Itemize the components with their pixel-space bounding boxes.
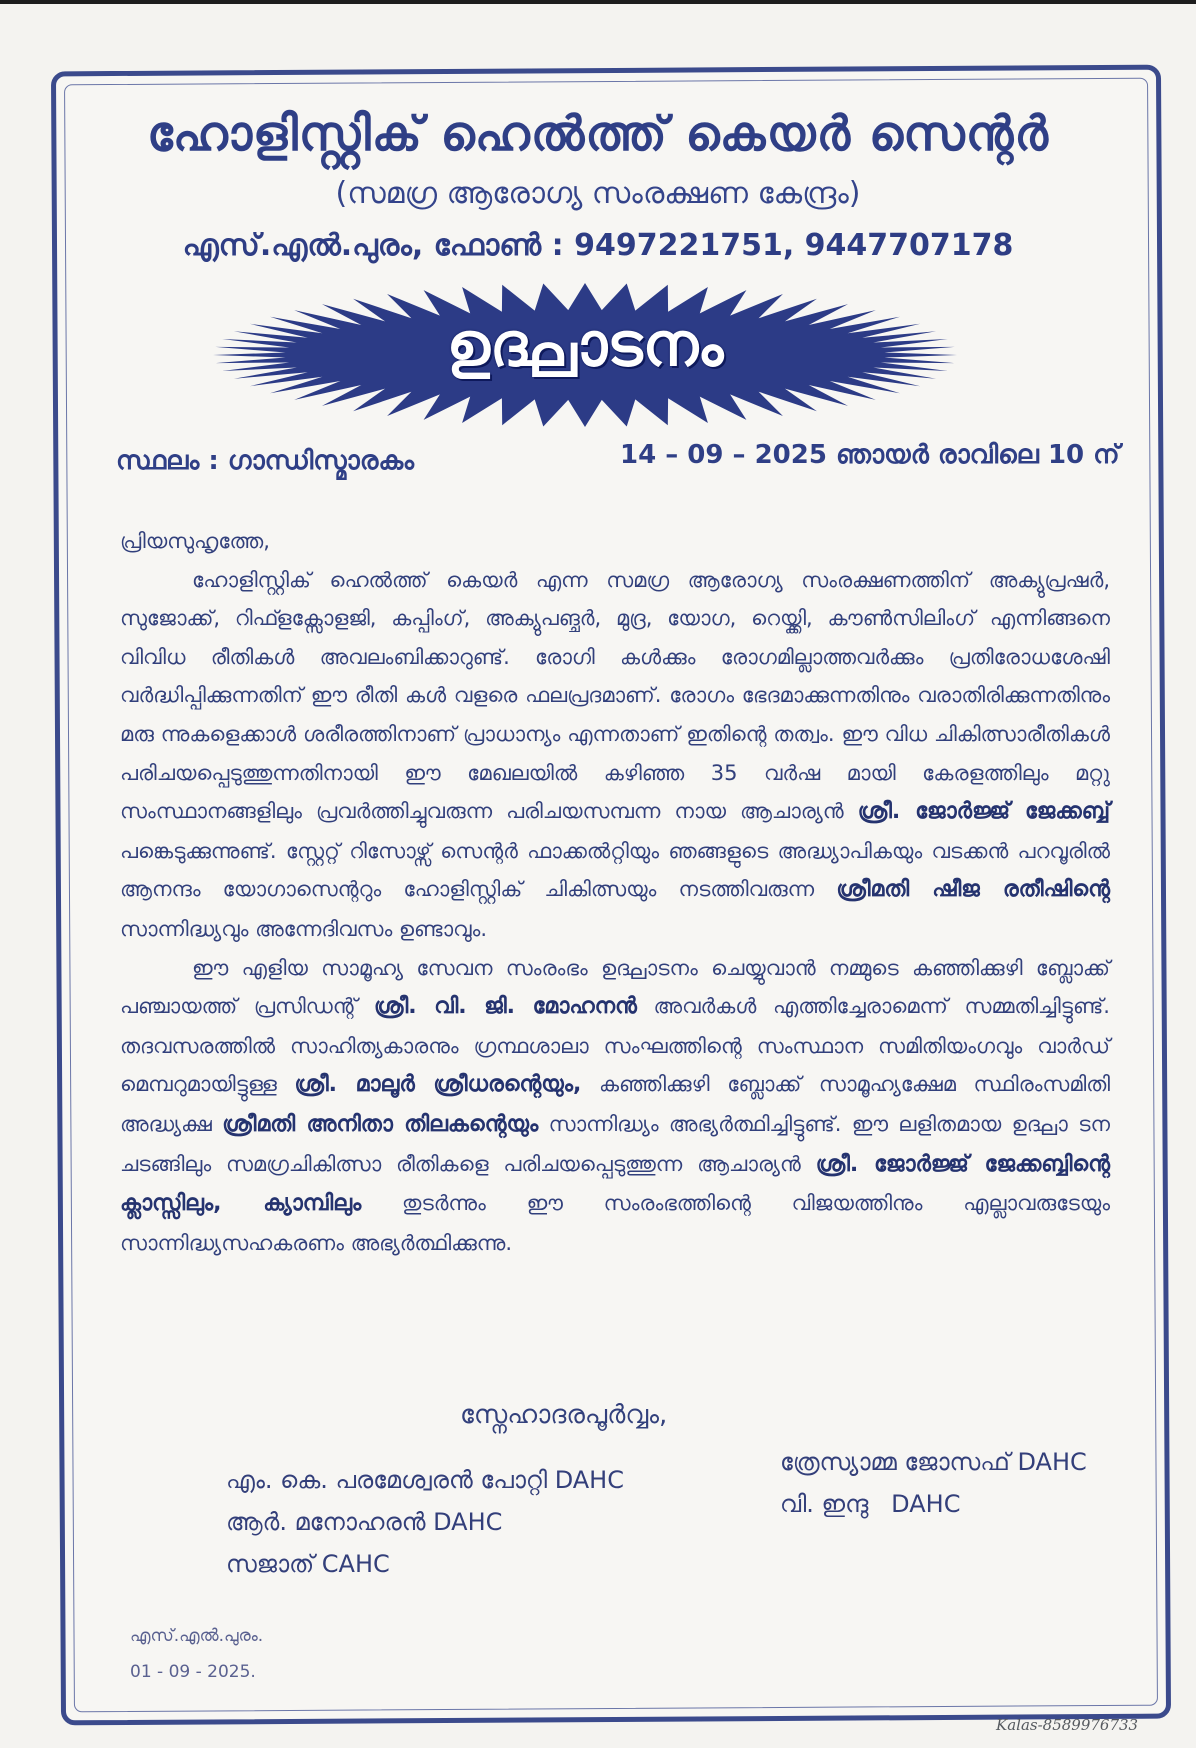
paragraph-1: [120, 561, 1110, 949]
letter-body: [120, 522, 1110, 1262]
signatory-left-3: സജാത് CAHC: [226, 1550, 390, 1578]
event-venue: സ്ഥലം : ഗാന്ധിസ്മാരകം: [116, 446, 415, 476]
footer-date: 01 - 09 - 2025.: [130, 1662, 256, 1682]
letter-closing: സ്നേഹാദരപൂർവ്വം,: [460, 1400, 668, 1430]
signatory-left-2: ആർ. മനോഹരൻ DAHC: [226, 1508, 503, 1536]
signatory-left-1: എം. കെ. പരമേശ്വരൻ പോറ്റി DAHC: [226, 1466, 624, 1494]
printer-credit: Kalas-8589976733: [996, 1716, 1139, 1734]
p2-highlight-anitha: ശ്രീമതി അനിതാ തിലകന്റെയും: [222, 1111, 539, 1137]
org-title: ഹോളിസ്റ്റിക് ഹെൽത്ത് കെയർ സെന്റർ: [147, 106, 1049, 162]
org-subtitle: (സമഗ്ര ആരോഗ്യ സംരക്ഷണ കേന്ദ്രം): [335, 176, 861, 211]
p1-text-a: ഹോളിസ്റ്റിക് ഹെൽത്ത് കെയർ എന്ന സമഗ്ര ആരോഗ്യ സംരക്ഷണത്തിന് അക്യുപ്രഷർ, സുജോക്ക്, റിഫ്ളക്സോളജി, കപ്പിംഗ്, അക്യുപങ്ചർ, മുദ്ര, യോഗ, റെയ്ക്കി, കൗൺസിലിംഗ് എന്നിങ്ങനെ വിവിധ രീതികൾ അവലംബിക്കാറുണ്ട്. രോഗി കൾക്കും രോഗമില്ലാത്തവർക്കും പ്രതിരോധശേഷി വർദ്ധിപ്പിക്കുന്നതിന് ഈ രീതി കൾ വളരെ ഫലപ്രദമാണ്. രോഗം ഭേദമാക്കുന്നതിനും വരാതിരിക്കുന്നതിനും മരു ന്നുകളെക്കാൾ ശരീരത്തിനാണ് പ്രാധാന്യം എന്നതാണ് ഇതിന്റെ തത്വം. ഈ വിധ ചികിത്സാരീതികൾ പരിചയപ്പെടുത്തുന്നതിനായി ഈ മേഖലയിൽ കഴിഞ്ഞ 35 വർഷ മായി കേരളത്തിലും മറ്റു സംസ്ഥാനങ്ങളിലും പ്രവർത്തിച്ചുവരുന്ന പരിചയസമ്പന്ന നായ ആചാര്യൻ: [120, 567, 1110, 824]
p1-text-c: സാന്നിദ്ധ്യവും അന്നേദിവസം ഉണ്ടാവും.: [120, 916, 488, 941]
p1-text-b: പങ്കെടുക്കുന്നുണ്ട്. സ്റ്റേറ്റ് റിസോഴ്സ് സെന്റർ ഫാക്കൽറ്റിയും ഞങ്ങളുടെ അദ്ധ്യാപികയും വടക്കൻ പറവൂരിൽ ആനന്ദം യോഗാസെന്ററും ഹോളിസ്റ്റിക് ചികിത്സയും നടത്തിവരുന്ന: [120, 838, 1110, 902]
scan-top-edge: [0, 0, 1196, 4]
signatory-right-2: വി. ഇന്ദു DAHC: [780, 1490, 961, 1518]
salutation: പ്രിയസുഹൃത്തേ,: [120, 529, 270, 553]
footer-place: എസ്.എൽ.പുരം.: [130, 1626, 264, 1646]
p1-highlight-george-jacob: ശ്രീ. ജോർജ്ജ് ജേക്കബ്ബ്: [857, 799, 1110, 825]
org-address-phone: എസ്.എൽ.പുരം, ഫോൺ : 9497221751, 9447707178: [182, 228, 1014, 263]
p2-highlight-maloor: ശ്രീ. മാലൂർ ശ്രീധരന്റെയും,: [294, 1072, 582, 1098]
paragraph-2: [120, 949, 1110, 1263]
p2-text-e: തുടർന്നും ഈ സംരംഭത്തിന്റെ വിജയത്തിനും എല്ലാവരുടേയും സാന്നിദ്ധ്യസഹകരണം അഭ്യർത്ഥിക്കുന്നു.: [120, 1191, 1111, 1255]
p2-text-c: കഞ്ഞിക്കുഴി ബ്ലോക്ക് സാമൂഹ്യക്ഷേമ സ്ഥിരംസമിതി അദ്ധ്യക്ഷ: [120, 1072, 1111, 1136]
p2-highlight-class-camp: ശ്രീ. ജോർജ്ജ് ജേക്കബ്ബിന്റെ ക്ലാസ്സിലും, ക്യാമ്പിലും: [120, 1151, 1110, 1217]
event-datetime: 14 – 09 – 2025 ഞായർ രാവിലെ 10 ന്: [620, 440, 1120, 470]
p2-text-d: സാന്നിദ്ധ്യം അഭ്യർത്ഥിച്ചിട്ടുണ്ട്. ഈ ലളിതമായ ഉദ്ഘാ ടന ചടങ്ങിലും സമഗ്രചികിത്സാ രീതികളെ പരിചയപ്പെടുത്തുന്ന ആചാര്യൻ: [120, 1111, 1111, 1176]
p2-text-a: ഈ എളിയ സാമൂഹ്യ സേവന സംരംഭം ഉദ്ഘാടനം ചെയ്യുവാൻ നമ്മുടെ കഞ്ഞിക്കുഴി ബ്ലോക്ക് പഞ്ചായത്ത് പ്രസിഡന്റ്: [120, 955, 1110, 1019]
p2-text-b: അവർകൾ എത്തിച്ചേരാമെന്ന് സമ്മതിച്ചിട്ടുണ്ട്. തദവസരത്തിൽ സാഹിത്യകാരനും ഗ്രന്ഥശാലാ സംഘത്തിന്റെ സംസ്ഥാന സമിതിയംഗവും വാർഡ് മെമ്പറുമായിട്ടുള്ള: [120, 994, 1110, 1097]
p1-highlight-sheeja: ശ്രീമതി ഷീജ രതീഷിന്റെ: [836, 877, 1110, 903]
p2-highlight-mohanan: ശ്രീ. വി. ജി. മോഹനൻ: [374, 994, 637, 1020]
inauguration-heading: ഉദ്ഘാടനം: [446, 310, 724, 380]
signatory-right-1: ത്രേസ്യാമ്മ ജോസഫ് DAHC: [780, 1448, 1087, 1476]
